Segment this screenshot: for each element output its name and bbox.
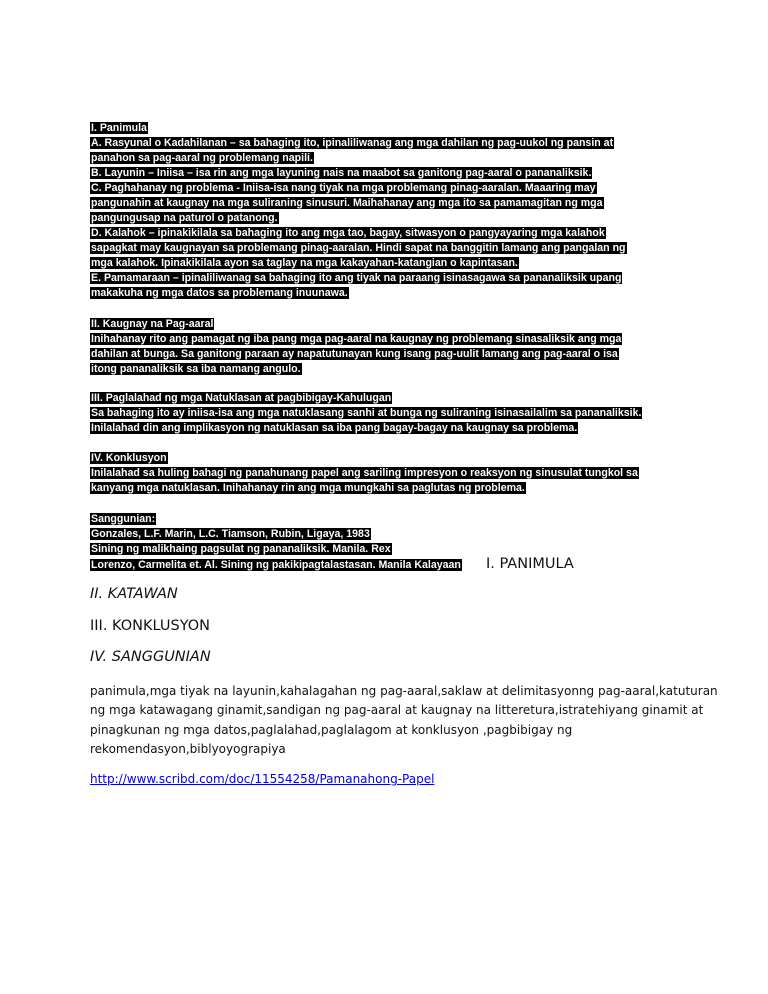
outline-line	[90, 558, 462, 573]
heading-konklusyon: III. KONKLUSYON	[90, 618, 211, 634]
outline-line-text: I. Panimula	[91, 122, 147, 134]
outline-line	[90, 166, 592, 181]
outline-line	[90, 347, 619, 362]
outline-line	[90, 136, 614, 151]
outline-line-text: B. Layunin – Iniisa – isa rin ang mga layuning nais na maabot sa ganitong pag-aaral o pananaliksik.	[91, 167, 592, 179]
outline-line-text: pangungusap na paturol o patanong.	[91, 212, 278, 224]
outline-line-text: Sa bahaging ito ay iniisa-isa ang mga natuklasang sanhi at bunga ng suliraning isinasailalim sa pananaliksik.	[91, 407, 642, 419]
outline-line-text: mga kalahok. Ipinakikilala ayon sa taglay na mga kakayahan-katangian o kapintasan.	[91, 257, 518, 269]
outline-line	[90, 362, 302, 377]
paragraph-line-4: rekomendasyon,biblyoyograpiya	[90, 742, 286, 756]
outline-line	[90, 286, 349, 301]
outline-line-text: itong pananaliksik sa iba namang angulo.	[91, 363, 301, 375]
outline-line	[90, 151, 314, 166]
outline-line	[90, 542, 392, 557]
outline-line-text: E. Pamamaraan – ipinaliliwanag sa bahaging ito ang tiyak na paraang isinasagawa sa pananaliksik upang	[91, 272, 622, 284]
outline-line-text: D. Kalahok – ipinakikilala sa bahaging ito ang mga tao, bagay, sitwasyon o pangyayaring mga kalahok	[91, 227, 605, 239]
outline-line	[90, 121, 148, 136]
outline-line	[90, 317, 214, 332]
outline-line-text: sapagkat may kaugnayan sa problemang pinag-aaralan. Hindi sapat na banggitin lamang ang pangalan ng	[91, 242, 626, 254]
outline-line-text: Inihahanay rito ang pamagat ng iba pang mga pag-aaral na kaugnay ng problemang sinasaliksik ang mga	[91, 333, 622, 345]
outline-line	[90, 271, 622, 286]
paragraph-line-3: pinagkunan ng mga datos,paglalahad,paglalagom at konklusyon ,pagbibigay ng	[90, 723, 573, 737]
outline-line-text: dahilan at bunga. Sa ganitong paraan ay napatutunayan kung isang pag-uulit lamang ang pag-aaral o isa	[91, 348, 618, 360]
outline-line-text: III. Paglalahad ng mga Natuklasan at pagbibigay-Kahulugan	[91, 392, 392, 404]
outline-line-text: C. Paghahanay ng problema - Iniisa-isa nang tiyak na mga problemang pinag-aaralan. Maaaring may	[91, 182, 596, 194]
paragraph-line-2: ng mga katawagang ginamit,sandigan ng pag-aaral at kaugnay na litteretura,istratehiyang ginamit at	[90, 703, 704, 717]
outline-line-text: A. Rasyunal o Kadahilanan – sa bahaging ito, ipinaliliwanag ang mga dahilan ng pag-uukol ng pansin at	[91, 137, 614, 149]
outline-line	[90, 421, 578, 436]
outline-line-text: Sanggunian:	[91, 513, 156, 525]
outline-line-text: panahon sa pag-aaral ng problemang napili.	[91, 152, 313, 164]
paragraph-line-1: panimula,mga tiyak na layunin,kahalagahan ng pag-aaral,saklaw at delimitasyonng pag-aaral,katuturan	[90, 684, 718, 698]
heading-katawan: II. KATAWAN	[90, 586, 178, 602]
outline-line	[90, 406, 642, 421]
outline-line	[90, 181, 597, 196]
outline-line	[90, 527, 371, 542]
outline-line	[90, 211, 279, 226]
outline-line	[90, 451, 168, 466]
outline-line	[90, 391, 392, 406]
outline-line-text: kanyang mga natuklasan. Inihahanay rin ang mga mungkahi sa paglutas ng problema.	[91, 482, 525, 494]
outline-line-text: IV. Konklusyon	[91, 452, 167, 464]
outline-line-text: Inilalahad sa huling bahagi ng panahunang papel ang sariling impresyon o reaksyon ng sinusulat tungkol sa	[91, 467, 638, 479]
outline-line	[90, 256, 519, 271]
outline-line	[90, 196, 604, 211]
outline-line	[90, 332, 622, 347]
outline-line-text: Gonzales, L.F. Marin, L.C. Tiamson, Rubin, Ligaya, 1983	[91, 528, 370, 540]
outline-line-text: II. Kaugnay na Pag-aaral	[91, 318, 214, 330]
outline-line	[90, 512, 156, 527]
heading-panimula: I. PANIMULA	[486, 556, 574, 572]
outline-line	[90, 241, 627, 256]
scribd-link[interactable]: http://www.scribd.com/doc/11554258/Pamanahong-Papel	[90, 772, 435, 786]
heading-sanggunian: IV. SANGGUNIAN	[90, 649, 211, 665]
outline-line-text: Sining ng malikhaing pagsulat ng pananaliksik. Manila. Rex	[91, 543, 391, 555]
outline-line-text: Lorenzo, Carmelita et. Al. Sining ng pakikipagtalastasan. Manila Kalayaan	[91, 559, 461, 571]
outline-line-text: Inilalahad din ang implikasyon ng natuklasan sa iba pang bagay-bagay na kaugnay sa problema.	[91, 422, 578, 434]
outline-line-text: makakuha ng mga datos sa problemang inuunawa.	[91, 287, 348, 299]
outline-line	[90, 481, 526, 496]
outline-line	[90, 226, 606, 241]
outline-line-text: pangunahin at kaugnay na mga suliraning sinusuri. Maihahanay ang mga ito sa pamamagitan ng mga	[91, 197, 603, 209]
outline-line	[90, 466, 639, 481]
